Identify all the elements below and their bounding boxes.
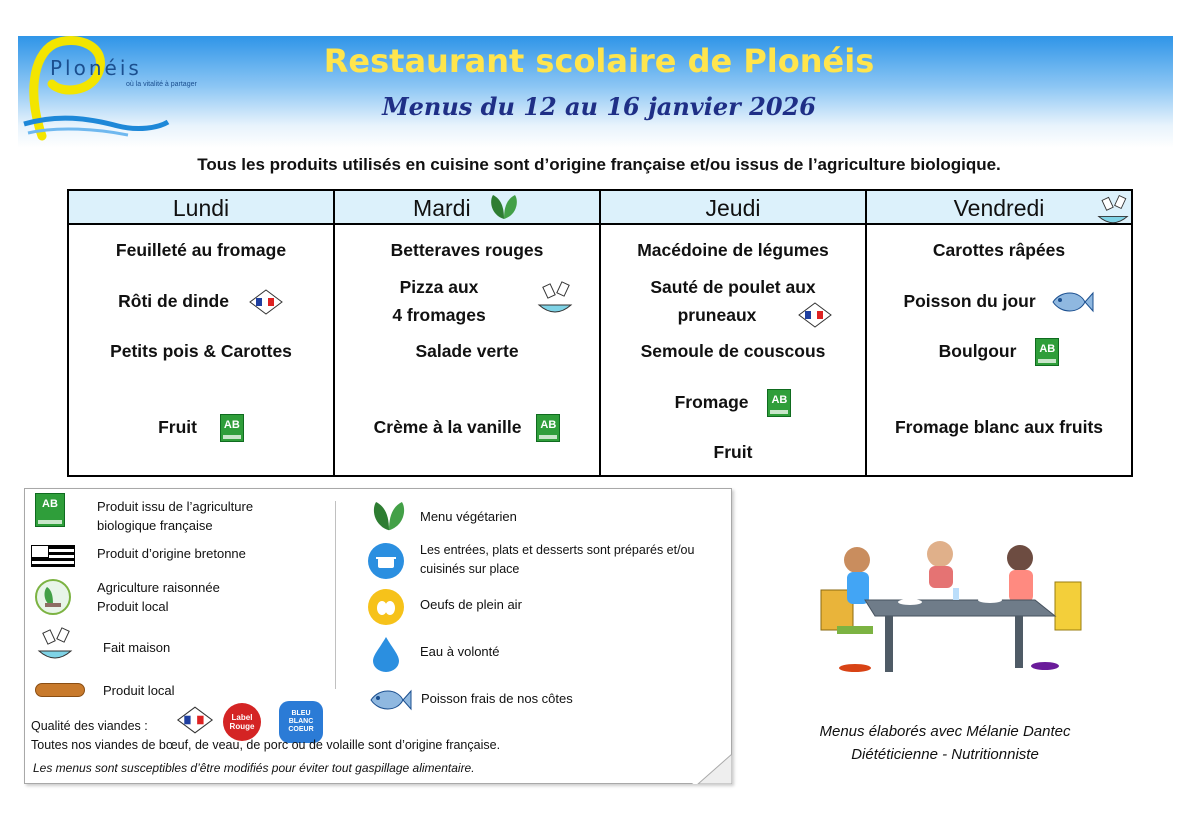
legend-raisonnee xyxy=(97,578,220,616)
bio-icon: AB xyxy=(220,414,244,442)
dish: Carottes râpées xyxy=(932,240,1066,260)
legend-divider xyxy=(335,501,336,689)
dish: Feuilleté au fromage xyxy=(115,240,287,260)
gaspillage-note: Les menus sont susceptibles d’être modifiés pour éviter tout gaspillage alimentaire. xyxy=(33,761,475,775)
dish: Salade verte xyxy=(415,341,519,361)
dish-label: Boulgour xyxy=(938,341,1017,361)
qualite-viandes: Qualité des viandes : xyxy=(31,719,148,733)
dish-label: Fromage xyxy=(674,392,749,412)
dish xyxy=(867,337,1131,366)
legend-poisson: Poisson frais de nos côtes xyxy=(421,691,573,706)
dish: Pizza aux xyxy=(399,277,479,297)
label-rouge-icon: Label Rouge xyxy=(223,703,261,741)
bread-icon xyxy=(35,683,85,697)
legend-eau: Eau à volonté xyxy=(420,644,500,659)
viande-francaise-icon xyxy=(248,288,284,316)
dish-label: Crème à la vanille xyxy=(373,417,522,437)
bio-icon: AB xyxy=(35,493,65,527)
legend-surplace xyxy=(420,541,694,579)
credit-line1: Menus élaborés avec Mélanie Dantec xyxy=(819,723,1071,740)
dish-label: Fruit xyxy=(158,417,197,437)
legend-text: cuisinés sur place xyxy=(420,562,520,576)
dish: pruneaux xyxy=(677,305,757,325)
dish: Fromage blanc aux fruits xyxy=(894,417,1104,437)
day-header: Jeudi xyxy=(601,191,865,225)
menu-table xyxy=(67,189,1133,477)
day-header: Lundi xyxy=(69,191,333,225)
day-column-lundi xyxy=(69,191,335,475)
page-curl xyxy=(692,754,732,784)
legend-vege: Menu végétarien xyxy=(420,509,517,524)
fish-icon xyxy=(367,685,413,715)
dish: 4 fromages xyxy=(392,305,486,325)
dish xyxy=(69,287,333,316)
children-eating-illustration xyxy=(815,538,1085,678)
water-drop-icon xyxy=(371,635,401,673)
day-column-vendredi xyxy=(867,191,1131,475)
legend-bio xyxy=(97,497,253,535)
legend-local: Produit local xyxy=(103,683,175,698)
day-column-jeudi xyxy=(601,191,867,475)
vegetarian-icon xyxy=(487,191,521,221)
dish: Semoule de couscous xyxy=(640,341,826,361)
credit-line2: Diététicienne - Nutritionniste xyxy=(851,746,1039,763)
fait-maison-icon xyxy=(33,625,77,665)
day-header xyxy=(335,191,599,225)
dish xyxy=(601,388,865,417)
dish xyxy=(335,413,599,442)
vegetarian-icon xyxy=(369,497,409,533)
dish xyxy=(69,413,333,442)
page-title: Restaurant scolaire de Plonéis xyxy=(323,42,875,80)
breton-flag-icon xyxy=(31,545,75,567)
logo-name: Plonéis xyxy=(50,56,142,80)
fait-maison-icon xyxy=(533,279,577,319)
origin-notice: Tous les produits utilisés en cuisine sont d’origine française et/ou issus de l’agriculture biologique. xyxy=(197,155,1001,174)
bio-icon: AB xyxy=(1035,338,1059,366)
cooking-pot-icon xyxy=(368,543,404,579)
bio-icon: AB xyxy=(536,414,560,442)
legend-text: Produit issu de l’agriculture xyxy=(97,499,254,514)
legend-breton: Produit d’origine bretonne xyxy=(97,546,246,561)
legend-text: biologique française xyxy=(97,518,213,533)
eggs-icon xyxy=(368,589,404,625)
dish xyxy=(867,287,1131,317)
dish-label: Rôti de dinde xyxy=(118,291,229,311)
day-header: Vendredi xyxy=(867,191,1131,225)
bleu-blanc-coeur-icon: BLEU BLANC COEUR xyxy=(279,701,323,743)
fish-icon xyxy=(1049,287,1095,317)
logo-tagline: où la vitalité à partager xyxy=(126,81,197,88)
page-subtitle: Menus du 12 au 16 janvier 2026 xyxy=(382,92,816,121)
legend-text: Agriculture raisonnée xyxy=(97,580,220,595)
viande-francaise-icon xyxy=(797,301,833,329)
dish: Fruit xyxy=(713,442,753,462)
legend-box xyxy=(24,488,732,784)
dish: Macédoine de légumes xyxy=(637,240,829,260)
legend-text: Les entrées, plats et desserts sont préparés et/ou xyxy=(420,543,695,557)
dish: Sauté de poulet aux xyxy=(650,277,816,297)
legend-maison: Fait maison xyxy=(103,640,171,655)
dish: Betteraves rouges xyxy=(390,240,544,260)
dish: Petits pois & Carottes xyxy=(110,341,292,361)
day-column-mardi xyxy=(335,191,601,475)
viande-francaise-icon xyxy=(175,705,215,735)
viandes-origine: Toutes nos viandes de bœuf, de veau, de porc ou de volaille sont d’origine française. xyxy=(31,738,501,752)
agriculture-raisonnee-icon xyxy=(33,577,73,617)
dish-label: Poisson du jour xyxy=(903,291,1036,311)
legend-text: Produit local xyxy=(97,599,169,614)
bio-icon: AB xyxy=(767,389,791,417)
legend-oeufs: Oeufs de plein air xyxy=(420,597,522,612)
day-header-label: Mardi xyxy=(413,195,471,221)
fait-maison-icon xyxy=(1093,193,1133,229)
